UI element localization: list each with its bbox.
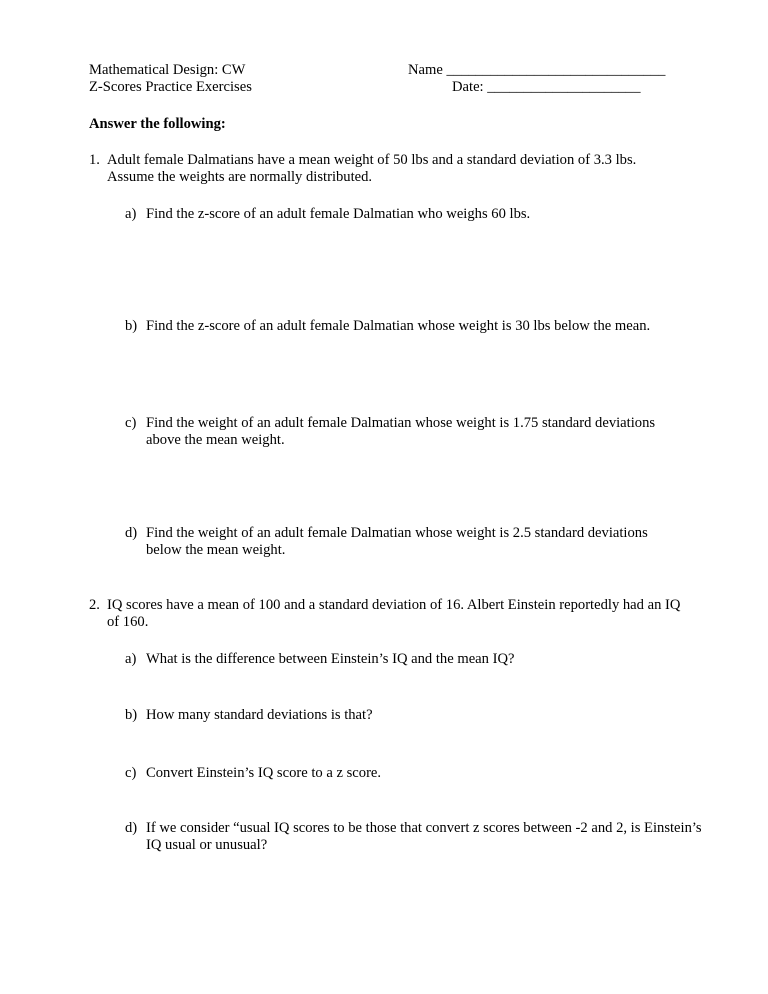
part-text-continued: IQ usual or unusual? — [146, 837, 268, 853]
part-text: If we consider “usual IQ scores to be those that convert z scores between -2 and 2, is Einstein’s — [146, 820, 702, 836]
part-text: Find the z-score of an adult female Dalmatian whose weight is 30 lbs below the mean. — [146, 318, 651, 334]
worksheet-subtitle: Z-Scores Practice Exercises — [89, 79, 252, 95]
part-text: Find the z-score of an adult female Dalmatian who weighs 60 lbs. — [146, 206, 531, 222]
part-text: What is the difference between Einstein’s IQ and the mean IQ? — [146, 651, 515, 667]
part-text-continued: above the mean weight. — [146, 432, 285, 448]
date-field: Date: _____________________ — [452, 79, 641, 95]
part-text-continued: below the mean weight. — [146, 542, 286, 558]
part-letter: a) — [125, 206, 137, 222]
name-field: Name ______________________________ — [408, 62, 666, 78]
question-number: 1. — [89, 152, 100, 168]
part-letter: d) — [125, 525, 138, 541]
question-text: Adult female Dalmatians have a mean weight of 50 lbs and a standard deviation of 3.3 lbs. — [107, 152, 637, 168]
question-number: 2. — [89, 597, 100, 613]
part-letter: d) — [125, 820, 138, 836]
question-text-continued: of 160. — [107, 614, 149, 630]
part-letter: c) — [125, 765, 137, 781]
part-letter: c) — [125, 415, 137, 431]
part-letter: a) — [125, 651, 137, 667]
part-letter: b) — [125, 318, 138, 334]
instructions-heading: Answer the following: — [89, 116, 226, 132]
question-text: IQ scores have a mean of 100 and a standard deviation of 16. Albert Einstein reportedly had an IQ — [107, 597, 681, 613]
course-title: Mathematical Design: CW — [89, 62, 246, 78]
part-text: Find the weight of an adult female Dalmatian whose weight is 2.5 standard deviations — [146, 525, 648, 541]
part-letter: b) — [125, 707, 138, 723]
part-text: How many standard deviations is that? — [146, 707, 373, 723]
part-text: Find the weight of an adult female Dalmatian whose weight is 1.75 standard deviations — [146, 415, 656, 431]
question-text-continued: Assume the weights are normally distributed. — [107, 169, 373, 185]
part-text: Convert Einstein’s IQ score to a z score. — [146, 765, 382, 781]
